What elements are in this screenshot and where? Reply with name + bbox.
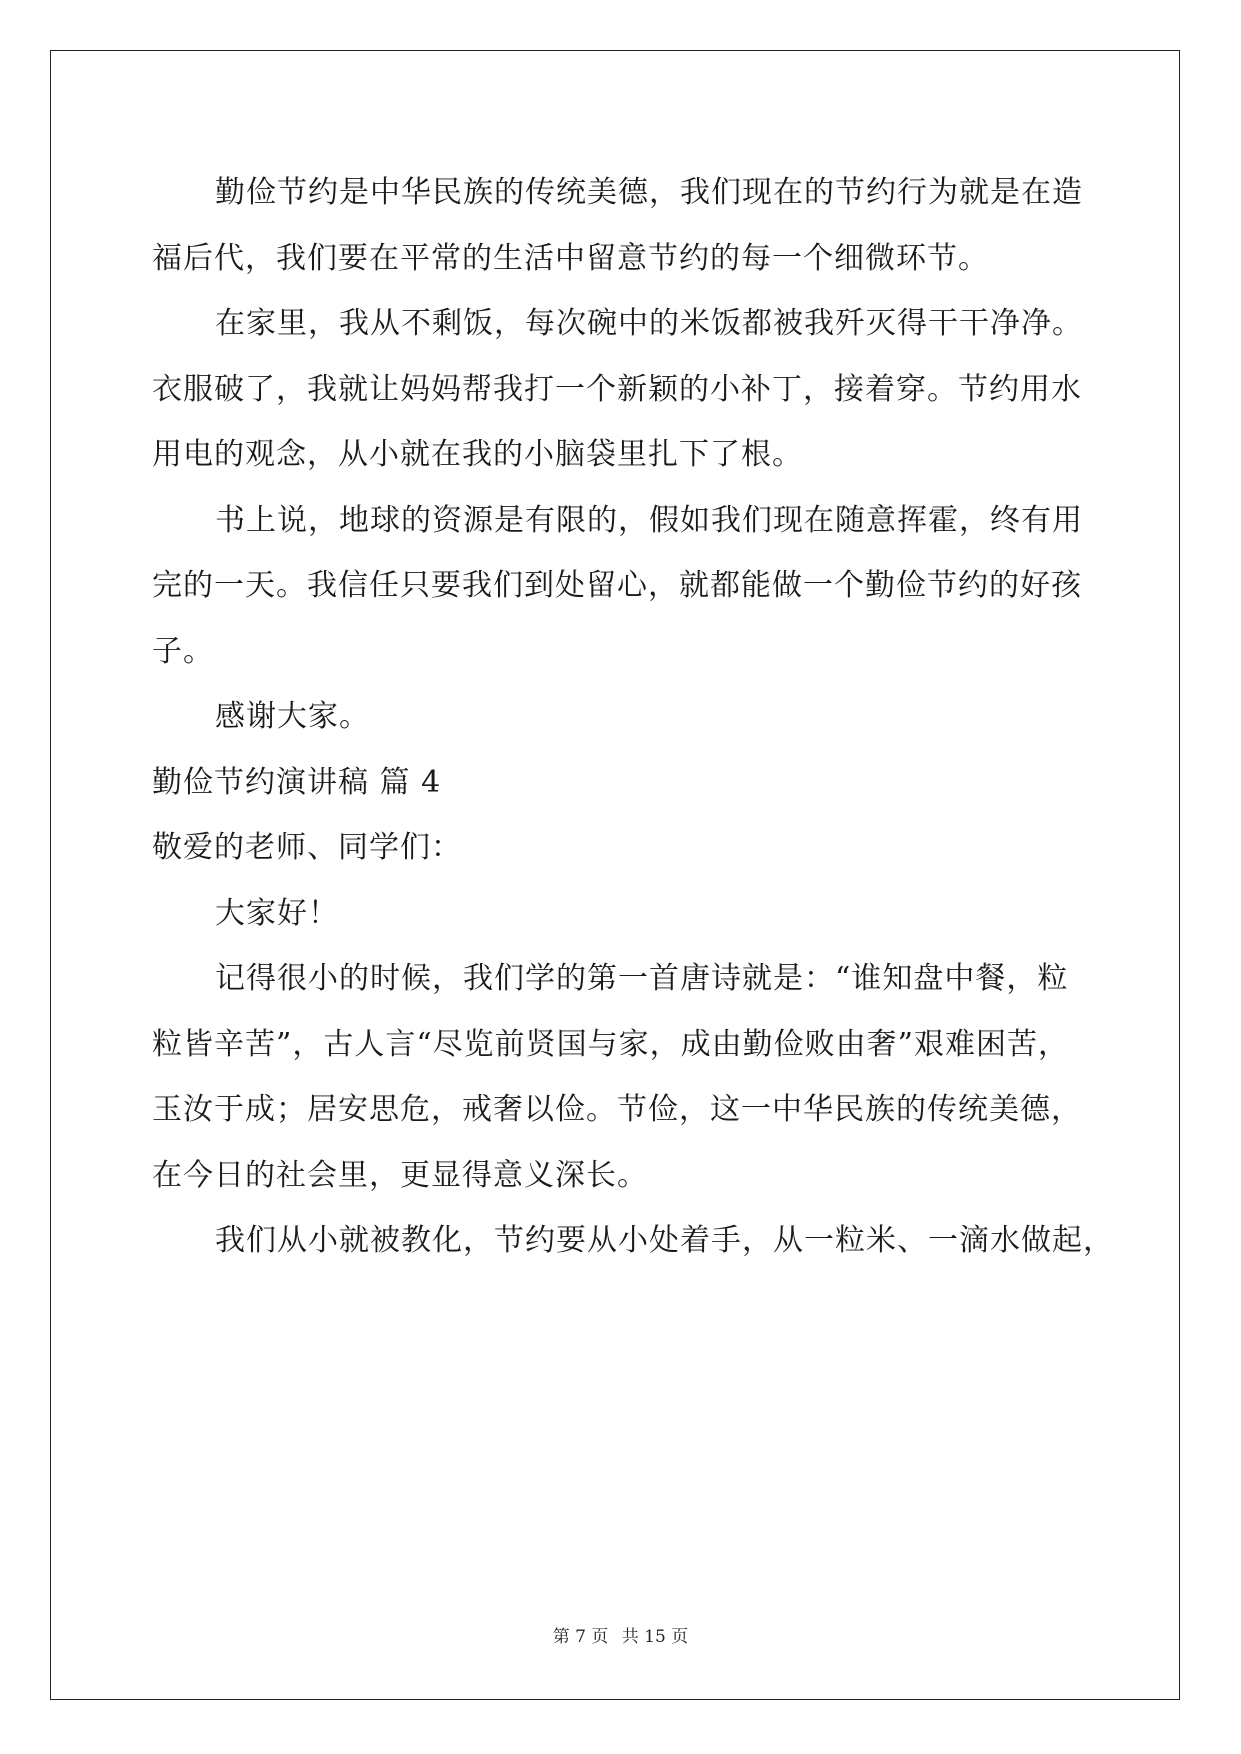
text-line: 书上说，地球的资源是有限的，假如我们现在随意挥霍，终有用 xyxy=(215,502,1083,538)
text-line: 福后代，我们要在平常的生活中留意节约的每一个细微环节。 xyxy=(152,240,989,276)
text-line: 感谢大家。 xyxy=(215,699,370,734)
page-number: 第 7 页 xyxy=(552,1627,609,1647)
text-line: 粒皆辛苦”，古人言“尽览前贤国与家，成由勤俭败由奢”艰难困苦， xyxy=(152,1026,1070,1062)
text-line: 玉汝于成；居安思危，戒奢以俭。节俭，这一中华民族的传统美德， xyxy=(152,1092,1082,1127)
salutation: 敬爱的老师、同学们： xyxy=(152,830,462,865)
text-line: 在家里，我从不剩饭，每次碗中的米饭都被我歼灭得干干净净。 xyxy=(215,306,1083,341)
text-line: 记得很小的时候，我们学的第一首唐诗就是：“谁知盘中餐，粒 xyxy=(215,961,1069,996)
document-body xyxy=(152,160,1114,1274)
text-line: 勤俭节约是中华民族的传统美德，我们现在的节约行为就是在造 xyxy=(215,175,1083,210)
text-line: 我们从小就被教化，节约要从小处着手，从一粒米、一滴水做起， xyxy=(215,1223,1114,1258)
text-line: 用电的观念，从小就在我的小脑袋里扎下了根。 xyxy=(152,437,803,472)
section-heading: 勤俭节约演讲稿 篇 4 xyxy=(152,764,442,800)
text-line: 衣服破了，我就让妈妈帮我打一个新颖的小补丁，接着穿。节约用水 xyxy=(152,371,1082,407)
text-line: 在今日的社会里，更显得意义深长。 xyxy=(152,1157,648,1193)
page-total: 共 15 页 xyxy=(621,1627,689,1647)
greeting: 大家好！ xyxy=(215,895,339,931)
text-line: 子。 xyxy=(152,633,214,669)
page-footer xyxy=(0,1622,1241,1647)
text-line: 完的一天。我信任只要我们到处留心，就都能做一个勤俭节约的好孩 xyxy=(152,568,1082,603)
